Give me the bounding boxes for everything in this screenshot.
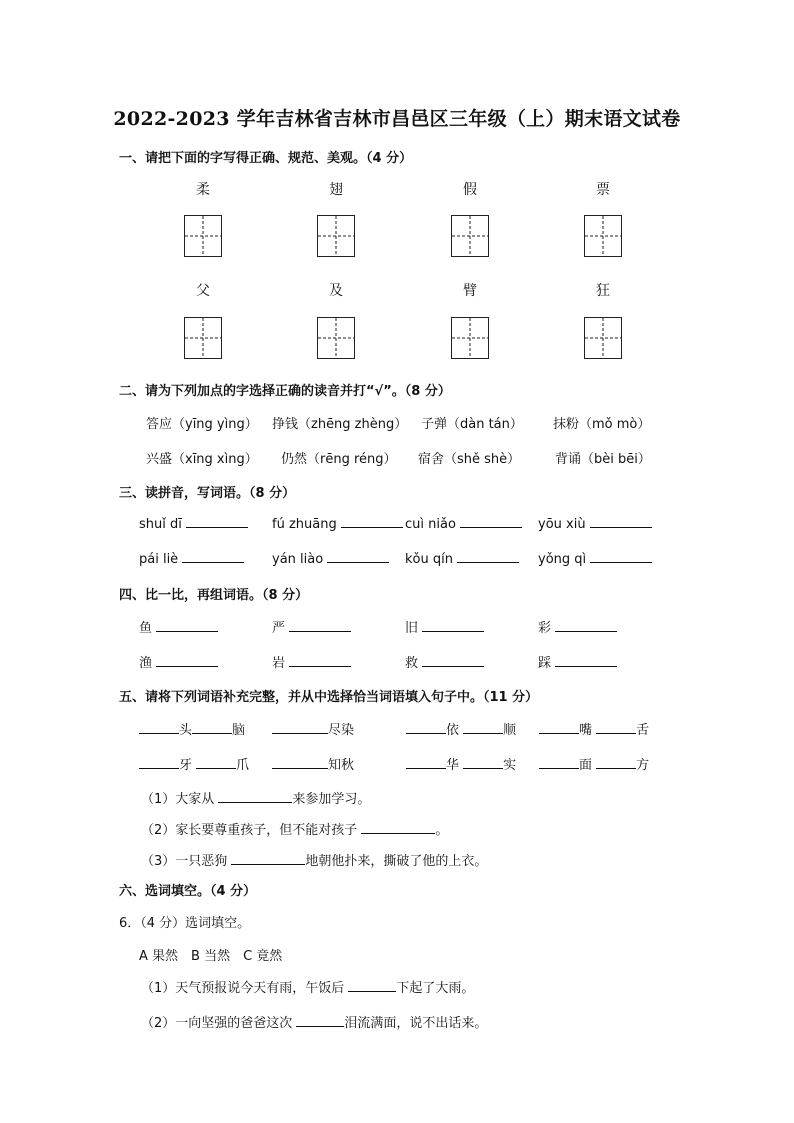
- answer-blank[interactable]: [348, 979, 396, 992]
- idiom-char: 爪: [236, 758, 250, 773]
- compare-char: 渔: [139, 656, 153, 671]
- answer-blank[interactable]: [186, 515, 248, 528]
- q3-heading: 三、读拼音，写词语。（8 分）: [119, 486, 296, 501]
- answer-blank[interactable]: [590, 550, 652, 563]
- answer-blank[interactable]: [218, 790, 292, 803]
- idiom-char: 头: [179, 723, 193, 738]
- answer-blank[interactable]: [272, 756, 328, 769]
- compare-char: 救: [405, 656, 419, 671]
- q6-sentence-1: （1）天气预报说今天有雨，午饭后 下起了大雨。: [141, 981, 475, 996]
- pinyin: fú zhuāng: [272, 517, 337, 532]
- pinyin-choice[interactable]: 兴盛（xīng xìng）: [146, 452, 258, 467]
- answer-blank[interactable]: [590, 515, 652, 528]
- answer-blank[interactable]: [422, 654, 484, 667]
- answer-blank[interactable]: [296, 1014, 344, 1027]
- idiom-char: 华: [446, 758, 460, 773]
- q6-heading: 六、选词填空。（4 分）: [119, 884, 257, 899]
- answer-blank[interactable]: [327, 550, 389, 563]
- answer-blank[interactable]: [231, 852, 305, 865]
- q5-sentence-3: （3）一只恶狗 地朝他扑来，撕破了他的上衣。: [141, 854, 488, 869]
- idiom-char: 牙: [179, 758, 193, 773]
- idiom-char: 知秋: [328, 758, 355, 773]
- pinyin: kǒu qín: [405, 552, 453, 567]
- q1-char: 父: [196, 283, 210, 299]
- pinyin-choice[interactable]: 子弹（dàn tán）: [421, 417, 523, 432]
- q1-char: 臂: [463, 283, 477, 299]
- pinyin: pái liè: [139, 552, 179, 567]
- answer-blank[interactable]: [156, 654, 218, 667]
- q1-heading: 一、请把下面的字写得正确、规范、美观。（4 分）: [119, 151, 413, 166]
- pinyin: yán liào: [272, 552, 324, 567]
- idiom-char: 顺: [503, 723, 517, 738]
- pinyin-choice[interactable]: 挣钱（zhēng zhèng）: [272, 417, 408, 432]
- q1-char: 票: [596, 182, 610, 198]
- pinyin-choice[interactable]: 抹粉（mǒ mò）: [553, 417, 651, 432]
- answer-blank[interactable]: [539, 756, 579, 769]
- idiom-char: 舌: [636, 723, 650, 738]
- page-title: 2022-2023 学年吉林省吉林市昌邑区三年级（上）期末语文试卷: [113, 108, 681, 130]
- compare-char: 岩: [272, 656, 286, 671]
- q1-char: 翅: [329, 182, 343, 198]
- answer-blank[interactable]: [289, 619, 351, 632]
- q6-options: A 果然 B 当然 C 竟然: [139, 949, 283, 964]
- compare-char: 彩: [538, 621, 552, 636]
- answer-blank[interactable]: [463, 721, 503, 734]
- pinyin-choice[interactable]: 仍然（rēng réng）: [281, 452, 397, 467]
- q5-sentence-1: （1）大家从 来参加学习。: [141, 792, 371, 807]
- answer-blank[interactable]: [596, 756, 636, 769]
- answer-blank[interactable]: [406, 721, 446, 734]
- writing-grid-box[interactable]: [451, 215, 489, 257]
- answer-blank[interactable]: [596, 721, 636, 734]
- idiom-char: 依: [446, 723, 460, 738]
- q5-heading: 五、请将下列词语补充完整，并从中选择恰当词语填入句子中。（11 分）: [119, 690, 539, 705]
- q2-heading: 二、请为下列加点的字选择正确的读音并打“√”。（8 分）: [119, 384, 451, 399]
- answer-blank[interactable]: [156, 619, 218, 632]
- pinyin: yǒng qì: [538, 552, 587, 567]
- answer-blank[interactable]: [192, 721, 232, 734]
- answer-blank[interactable]: [361, 821, 435, 834]
- compare-char: 鱼: [139, 621, 153, 636]
- idiom-char: 实: [503, 758, 517, 773]
- q4-heading: 四、比一比，再组词语。（8 分）: [119, 588, 309, 603]
- writing-grid-box[interactable]: [317, 215, 355, 257]
- writing-grid-box[interactable]: [184, 317, 222, 359]
- answer-blank[interactable]: [139, 721, 179, 734]
- answer-blank[interactable]: [341, 515, 403, 528]
- answer-blank[interactable]: [139, 756, 179, 769]
- idiom-char: 脑: [232, 723, 246, 738]
- answer-blank[interactable]: [289, 654, 351, 667]
- writing-grid-box[interactable]: [184, 215, 222, 257]
- writing-grid-box[interactable]: [584, 317, 622, 359]
- q1-char: 假: [463, 182, 477, 198]
- q6-subquestion: 6．（4 分）选词填空。: [119, 916, 251, 931]
- q6-sentence-2: （2）一向坚强的爸爸这次 泪流满面，说不出话来。: [141, 1016, 488, 1031]
- pinyin: shuǐ dī: [139, 517, 182, 532]
- answer-blank[interactable]: [406, 756, 446, 769]
- q1-char: 柔: [196, 182, 210, 198]
- writing-grid-box[interactable]: [584, 215, 622, 257]
- idiom-char: 嘴: [579, 723, 593, 738]
- answer-blank[interactable]: [460, 515, 522, 528]
- idiom-char: 面: [579, 758, 593, 773]
- answer-blank[interactable]: [539, 721, 579, 734]
- writing-grid-box[interactable]: [317, 317, 355, 359]
- answer-blank[interactable]: [463, 756, 503, 769]
- answer-blank[interactable]: [196, 756, 236, 769]
- q5-sentence-2: （2）家长要尊重孩子，但不能对孩子 。: [141, 823, 449, 838]
- answer-blank[interactable]: [457, 550, 519, 563]
- answer-blank[interactable]: [182, 550, 244, 563]
- compare-char: 旧: [405, 621, 419, 636]
- idiom-char: 尽染: [328, 723, 355, 738]
- answer-blank[interactable]: [272, 721, 328, 734]
- q1-char: 及: [329, 283, 343, 299]
- answer-blank[interactable]: [422, 619, 484, 632]
- answer-blank[interactable]: [555, 654, 617, 667]
- writing-grid-box[interactable]: [451, 317, 489, 359]
- idiom-char: 方: [636, 758, 650, 773]
- pinyin-choice[interactable]: 背诵（bèi bēi）: [555, 452, 651, 467]
- pinyin: yōu xiù: [538, 517, 586, 532]
- compare-char: 严: [272, 621, 286, 636]
- pinyin-choice[interactable]: 答应（yīng yìng）: [146, 417, 258, 432]
- pinyin-choice[interactable]: 宿舍（shě shè）: [418, 452, 521, 467]
- pinyin: cuì niǎo: [405, 517, 456, 532]
- answer-blank[interactable]: [555, 619, 617, 632]
- q1-char: 狂: [596, 283, 610, 299]
- compare-char: 踩: [538, 656, 552, 671]
